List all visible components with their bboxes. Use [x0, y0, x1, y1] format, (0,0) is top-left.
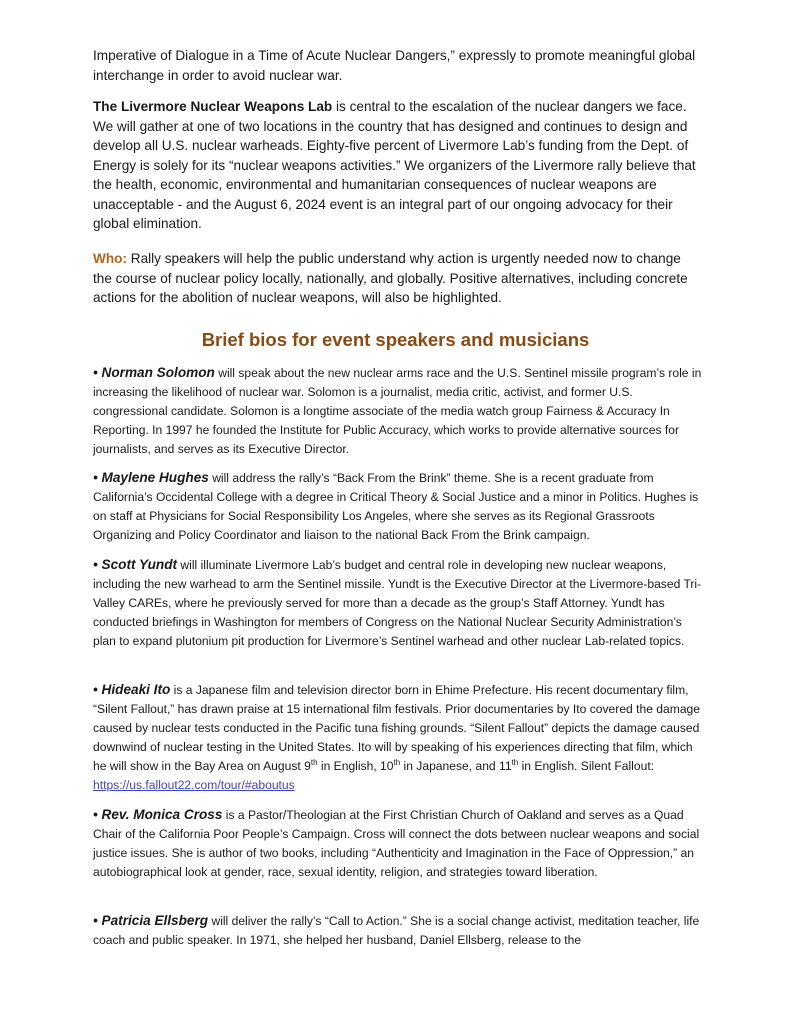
intro-text-1: Imperative of Dialogue in a Time of Acute Nuclear Dangers,” expressly to promote meaningful global interchange in order to avoid nuclear war. [93, 48, 696, 83]
bio-text: will illuminate Livermore Lab’s budget and central role in developing new nuclear weapons, including the new warhead to arm the Sentinel missile. Yundt is the Executive Director at the Livermore-based Tri-Valley CAREs, where he previously served for more than a decade as the group’s Staff Attorney. Yundt has conducted briefings in Washington for members of Congress on the National Nuclear Security Administration’s plan to expand plutonium pit production for Livermore’s Sentinel warhead and other nuclear Lab-related topics. [93, 558, 702, 648]
bio-scott-yundt [93, 555, 705, 651]
date-aug-9: 9 [304, 759, 311, 773]
speaker-name: Rev. Monica Cross [101, 807, 223, 822]
bullet: • [93, 913, 98, 928]
bio-patricia-ellsberg [93, 911, 705, 950]
bio-text: is a Japanese film and television director born in Ehime Prefecture. His recent documentary film, “Silent Fallout,” has drawn praise at 15 international film festivals. Prior documentaries by Ito covered the damage caused by nuclear tests conducted in the Pacific tuna fishing grounds. “Silent Fallout” depicts the damage caused downwind of nuclear testing in the United States. Ito will by speaking of his experiences directing that film, which he will show in the Bay Area on August [93, 683, 701, 773]
who-label: Who: [93, 251, 127, 266]
bullet: • [93, 470, 98, 485]
bio-text: is a Pastor/Theologian at the First Christian Church of Oakland and serves as a Quad Chair of the California Poor People’s Campaign. Cross will connect the dots between nuclear weapons and social justice issues. She is author of two books, including “Authenticity and Imagination in the Face of Oppression,” an autobiographical look at gender, race, sexual identity, religion, and strategies toward liberation. [93, 808, 700, 879]
bullet: • [93, 807, 98, 822]
bullet: • [93, 365, 98, 380]
intro-paragraph-2 [93, 97, 703, 234]
intro-paragraph-1 [93, 46, 703, 85]
date-aug-10: 10 [380, 759, 394, 773]
speaker-name: Hideaki Ito [101, 682, 171, 697]
bio-monica-cross [93, 805, 705, 882]
bio-text: will speak about the new nuclear arms race and the U.S. Sentinel missile program’s role in increasing the likelihood of nuclear war. Solomon is a journalist, media critic, activist, and former U.S. congressional candidate. Solomon is a longtime associate of the media watch group Fairness & Accuracy In Reporting. In 1997 he founded the Institute for Public Accuracy, which works to provide alternative sources for journalists, and serves as its Executive Director. [93, 366, 702, 456]
speaker-name: Scott Yundt [101, 557, 178, 572]
speaker-name: Norman Solomon [101, 365, 215, 380]
bio-maylene-hughes [93, 468, 705, 545]
livermore-lab-heading: The Livermore Nuclear Weapons Lab [93, 99, 333, 114]
bio-text: in English, [317, 759, 381, 773]
ordinal-suffix: th [511, 757, 519, 767]
speaker-name: Patricia Ellsberg [101, 913, 209, 928]
bio-hideaki-ito [93, 680, 705, 795]
speaker-name: Maylene Hughes [101, 470, 209, 485]
silent-fallout-link[interactable]: https://us.fallout22.com/tour/#aboutus [93, 778, 295, 792]
bio-norman-solomon [93, 363, 705, 459]
bio-text: will deliver the rally’s “Call to Action.” She is a social change activist, meditation teacher, life coach and public speaker. In 1971, she helped her husband, Daniel Ellsberg, release to the [93, 914, 700, 947]
bio-text: in Japanese, and [400, 759, 500, 773]
livermore-lab-text: is central to the escalation of the nuclear dangers we face. We will gather at one of two locations in the country that has designed and continues to design and develop all U.S. nuclear warheads. Eighty-five percent of Livermore Lab’s funding from the Dept. of Energy is solely for its “nuclear weapons activities.” We organizers of the Livermore rally believe that the health, economic, environmental and humanitarian consequences of nuclear weapons are unacceptable - and the August 6, 2024 event is an integral part of our ongoing advocacy for their global elimination. [93, 99, 696, 231]
date-aug-11: 11 [499, 759, 512, 773]
section-heading: Brief bios for event speakers and musicians [201, 329, 590, 350]
who-paragraph [93, 249, 703, 308]
bio-text: will address the rally’s “Back From the Brink” theme. She is a recent graduate from California’s Occidental College with a degree in Critical Theory & Social Justice and a minor in Politics. Hughes is on staff at Physicians for Social Responsibility Los Angeles, where she serves as its Regional Grassroots Organizing and Policy Coordinator and liaison to the national Back From the Brink campaign. [93, 471, 699, 542]
bio-text: in English. Silent Fallout: [518, 759, 655, 773]
who-text: Rally speakers will help the public understand why action is urgently needed now to change the course of nuclear policy locally, nationally, and globally. Positive alternatives, including concrete actions for the abolition of nuclear weapons, will also be highlighted. [93, 251, 688, 305]
bullet: • [93, 557, 98, 572]
ordinal-suffix: th [310, 757, 318, 767]
ordinal-suffix: th [393, 757, 401, 767]
bullet: • [93, 682, 98, 697]
